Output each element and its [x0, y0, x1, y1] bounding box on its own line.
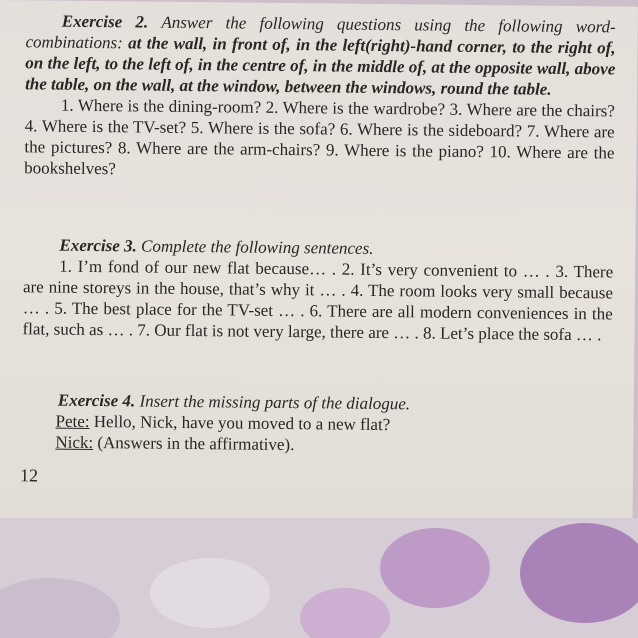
- exercise-3-sentences: 1. I’m fond of our new flat because… . 2. It’s very convenient to … . 3. There are nine storeys in the house, that’s why it … . 4. The room looks very small because … . 5. The best place for the TV-set … . 6. There are all modern conveniences in the flat, such as … . 7. Our flat is not very large, there are … . 8. Let’s place the sofa … .: [22, 256, 614, 345]
- page-number: 12: [19, 465, 39, 486]
- exercise-3-title: Exercise 3.: [59, 235, 137, 256]
- flower-pattern: [0, 578, 120, 638]
- flower-pattern: [520, 523, 638, 623]
- pete-text: Hello, Nick, have you moved to a new flat?: [93, 412, 391, 435]
- speaker-nick: Nick:: [55, 432, 94, 452]
- flower-pattern: [150, 558, 270, 628]
- exercise-4-instruction: Insert the missing parts of the dialogue.: [139, 391, 411, 414]
- exercise-3: [22, 234, 613, 345]
- exercise-2-phrases: at the wall, in front of, in the left(right)-hand corner, to the right of, on the left, to the left of, in the centre of, in the middle of, at the opposite wall, above the table, on the wall, at the window, between the windows, round the table.: [25, 33, 616, 99]
- nick-text: (Answers in the affirmative).: [97, 433, 295, 455]
- flower-pattern: [380, 528, 490, 608]
- exercise-3-instruction: Complete the following sentences.: [141, 236, 374, 258]
- flower-pattern: [300, 588, 390, 638]
- exercise-2-questions: 1. Where is the dining-room? 2. Where is the wardrobe? 3. Where are the chairs? 4. Where is the TV-set? 5. Where is the sofa? 6. Where is the sideboard? 7. Where are the pictures? 8. Where are the arm-chairs? 9. Where is the piano? 10. Where are the bookshelves?: [24, 95, 615, 179]
- exercise-2-instruction: Answer the following questions using the following word-combinations:: [25, 12, 616, 53]
- speaker-pete: Pete:: [55, 411, 90, 431]
- exercise-4: [21, 389, 612, 458]
- exercise-2-title: Exercise 2.: [61, 11, 149, 32]
- exercise-2-heading: [25, 10, 616, 100]
- exercise-4-title: Exercise 4.: [57, 390, 136, 411]
- exercise-2: [24, 10, 616, 184]
- fabric-background: [0, 518, 638, 638]
